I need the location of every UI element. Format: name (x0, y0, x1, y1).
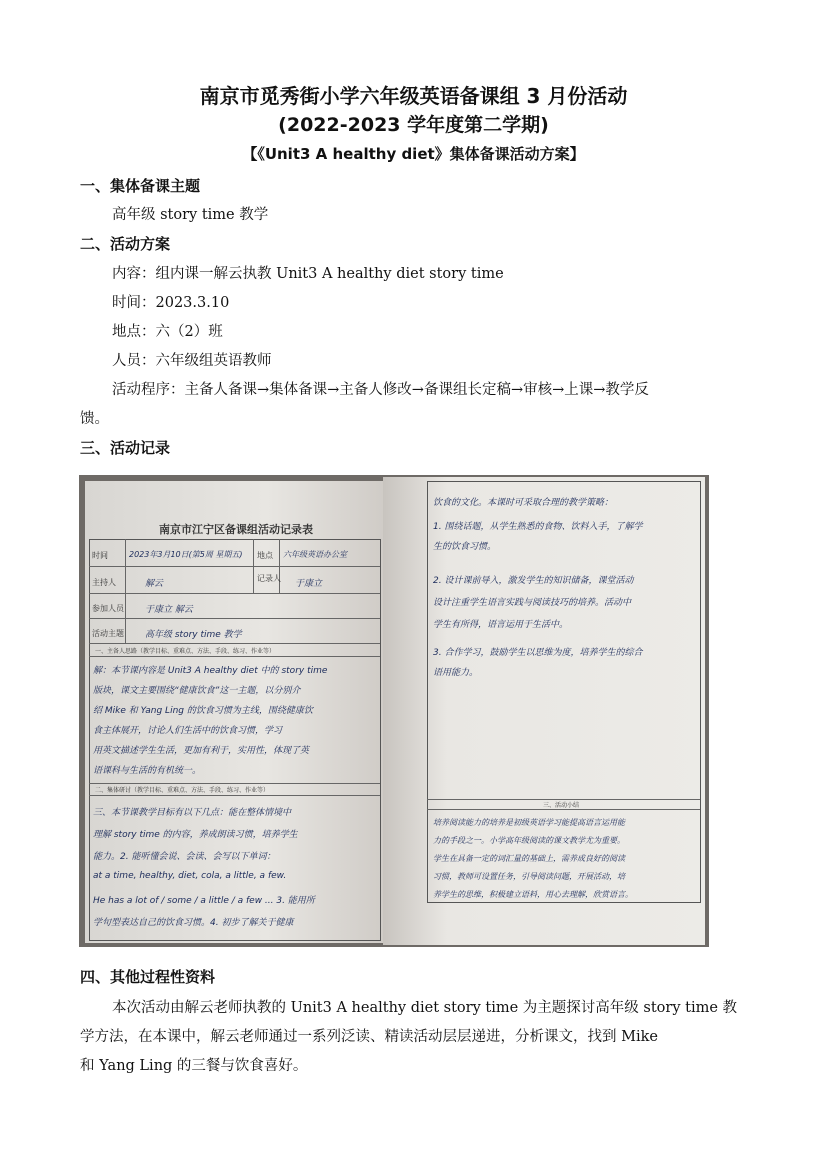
section2-heading: 二、活动方案 (80, 235, 171, 253)
record-sheet-title: 南京市江宁区备课组活动记录表 (159, 523, 313, 536)
section1-heading: 一、集体备课主题 (80, 177, 201, 195)
section4-para-line2: 学方法，在本课中，解云老师通过一系列泛读、精读活动层层递进，分析课文，找到 Mike (80, 1029, 658, 1045)
plan-procedure-end: 馈。 (80, 411, 109, 427)
document-subtitle: (2022-2023 学年度第二学期) (278, 114, 549, 136)
document-plan-title: 【《Unit3 A healthy diet》集体备课活动方案】 (242, 145, 585, 163)
plan-place: 地点：六（2）班 (112, 324, 223, 340)
record-sheet-left: 南京市江宁区备课组活动记录表 时间 2023年3月10日(第5周 星期五) 地点 六年级英语办公室 主持人 解云 记录人 于康立 参加人员 于康立 解云 活动主题 高年级 story time 教学 一、主备人思路（教学目标、重难点、方法、手段、练习、作业等） 二、集体研讨（教学目标、重难点、方法、手段、练习、作业等） 解：本节课内容是 Unit3 A healthy diet 中的 story time 版块，课文主要围绕“健康饮食”这一主题，以分别介 绍 Mike 和 Yang Ling 的饮食习惯为主线，围绕健康饮 食主体展开，讨论人们生活中的饮食习惯，学习 用英文描述学生生活，更加有利于，实用性，体现了英 语课科与生活的有机统一。 三、本节课教学目标有以下几点：能在整体情境中 理解 story time 的内容，养成朗读习惯，培养学生 能力。2. 能听懂会说、会读、会写以下单词： at a time, healthy, diet, cola, a little, a few. He has a lot of / some / a little / a few ... 3. 能用所 学句型表达自己的饮食习惯。4. 初步了解关于健康 (85, 481, 387, 943)
section4-para-line3: 和 Yang Ling 的三餐与饮食喜好。 (80, 1058, 308, 1074)
document-title: 南京市觅秀街小学六年级英语备课组 3 月份活动 (199, 84, 628, 108)
activity-record-photo (79, 475, 709, 947)
section4-heading: 四、其他过程性资料 (80, 968, 216, 986)
plan-people: 人员：六年级组英语教师 (112, 353, 272, 369)
plan-procedure: 活动程序：主备人备课→集体备课→主备人修改→备课组长定稿→审核→上课→教学反 (112, 382, 649, 398)
record-sheet-right: 三、活动小结 饮食的文化。本课时可采取合理的教学策略： 1. 围绕话题，从学生熟悉的食物、饮料入手，了解学 生的饮食习惯。 2. 设计课前导入，激发学生的知识储备，课堂活动 设计注重学生语言实践与阅读技巧的培养。活动中 学生有所得，语言运用于生活中。 3. 合作学习，鼓励学生以思维为度，培养学生的综合 语用能力。 培养阅读能力的培养是初级英语学习能提高语言运用能 力的手段之一。小学高年级阅读的课文教学尤为重要。 学生在具备一定的词汇量的基础上，需养成良好的阅读 习惯，教师可设置任务，引导阅读问题，开展活动，培 养学生的思维，积极建立语料，用心去理解，欣赏语言。 (383, 477, 705, 945)
section4-para-line1: 本次活动由解云老师执教的 Unit3 A healthy diet story time 为主题探讨高年级 story time 教 (112, 1000, 738, 1016)
section1-body: 高年级 story time 教学 (112, 207, 269, 223)
section3-heading: 三、活动记录 (80, 439, 171, 457)
plan-time: 时间：2023.3.10 (112, 295, 230, 311)
plan-content: 内容：组内课一解云执教 Unit3 A healthy diet story time (112, 266, 504, 282)
